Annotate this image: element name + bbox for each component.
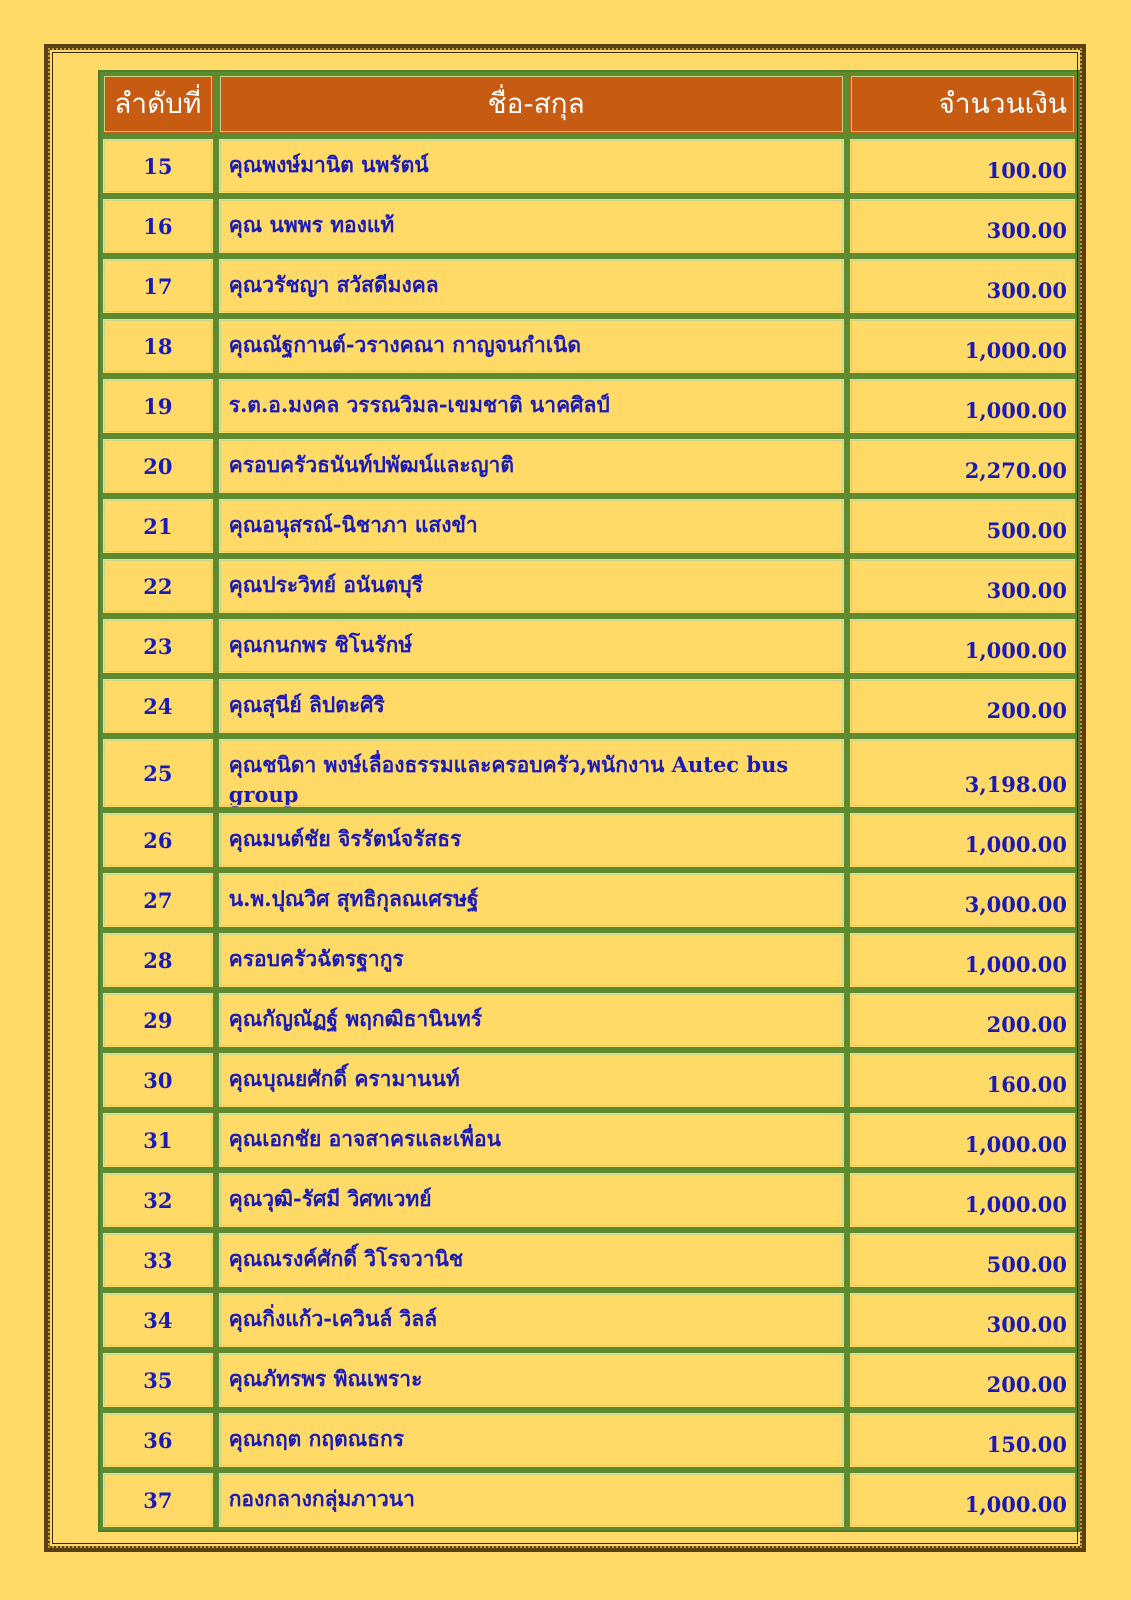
donor-table: [98, 70, 1080, 1532]
row-number: 37: [100, 1470, 216, 1530]
row-amount: 300.00: [847, 256, 1078, 316]
row-amount: 3,000.00: [847, 870, 1078, 930]
row-name: คุณพงษ์มานิต นพรัตน์: [216, 136, 847, 196]
page-frame: [44, 44, 1086, 1552]
row-amount: 1,000.00: [847, 376, 1078, 436]
table-row: [100, 990, 1078, 1050]
row-name: คุณณัฐกานต์-วรางคณา กาญจนกำเนิด: [216, 316, 847, 376]
row-number: 34: [100, 1290, 216, 1350]
table-row: [100, 1230, 1078, 1290]
row-number: 18: [100, 316, 216, 376]
table-row: [100, 1350, 1078, 1410]
table-row: [100, 316, 1078, 376]
row-amount: 500.00: [847, 1230, 1078, 1290]
table-row: [100, 136, 1078, 196]
row-number: 17: [100, 256, 216, 316]
row-name: ครอบครัวธนันท์ปพัฒน์และญาติ: [216, 436, 847, 496]
row-amount: 1,000.00: [847, 1110, 1078, 1170]
row-name: คุณมนต์ชัย จิรรัตน์จรัสธร: [216, 810, 847, 870]
row-name: ครอบครัวฉัตรฐากูร: [216, 930, 847, 990]
table-row: [100, 1290, 1078, 1350]
row-amount: 200.00: [847, 1350, 1078, 1410]
header-no: ลำดับที่: [100, 72, 216, 136]
table-row: [100, 496, 1078, 556]
row-amount: 500.00: [847, 496, 1078, 556]
table-row: [100, 930, 1078, 990]
table-row: [100, 1470, 1078, 1530]
row-amount: 1,000.00: [847, 316, 1078, 376]
row-amount: 200.00: [847, 990, 1078, 1050]
row-name: คุณสุนีย์ ลิปตะศิริ: [216, 676, 847, 736]
row-amount: 1,000.00: [847, 1170, 1078, 1230]
row-name: คุณวุฒิ-รัศมี วิศทเวทย์: [216, 1170, 847, 1230]
row-name: คุณอนุสรณ์-นิชาภา แสงขำ: [216, 496, 847, 556]
table-row: [100, 676, 1078, 736]
row-amount: 1,000.00: [847, 616, 1078, 676]
table-row: [100, 1050, 1078, 1110]
row-amount: 300.00: [847, 196, 1078, 256]
table-row: [100, 436, 1078, 496]
row-name: คุณวรัชญา สวัสดีมงคล: [216, 256, 847, 316]
table-row: [100, 556, 1078, 616]
row-name: น.พ.ปุณวิศ สุทธิกุลณเศรษฐ์: [216, 870, 847, 930]
table-row: [100, 870, 1078, 930]
row-number: 35: [100, 1350, 216, 1410]
row-amount: 2,270.00: [847, 436, 1078, 496]
row-name: คุณกนกพร ชิโนรักษ์: [216, 616, 847, 676]
row-number: 31: [100, 1110, 216, 1170]
row-number: 21: [100, 496, 216, 556]
row-amount: 160.00: [847, 1050, 1078, 1110]
row-name: คุณประวิทย์ อนันตบุรี: [216, 556, 847, 616]
row-amount: 300.00: [847, 556, 1078, 616]
row-number: 26: [100, 810, 216, 870]
row-amount: 200.00: [847, 676, 1078, 736]
row-amount: 300.00: [847, 1290, 1078, 1350]
table-row: [100, 1110, 1078, 1170]
table-row: [100, 376, 1078, 436]
row-name: คุณเอกชัย อาจสาครและเพื่อน: [216, 1110, 847, 1170]
row-number: 20: [100, 436, 216, 496]
row-name: คุณกัญณัฏฐ์ พฤกฒิธานินทร์: [216, 990, 847, 1050]
table-row: [100, 616, 1078, 676]
table-row: [100, 810, 1078, 870]
row-amount: 150.00: [847, 1410, 1078, 1470]
table-row: [100, 196, 1078, 256]
row-number: 19: [100, 376, 216, 436]
row-name: คุณภัทรพร พิณเพราะ: [216, 1350, 847, 1410]
row-number: 25: [100, 736, 216, 810]
header-amount: จำนวนเงิน: [847, 72, 1078, 136]
table-row: [100, 736, 1078, 810]
row-amount: 3,198.00: [847, 736, 1078, 810]
row-amount: 1,000.00: [847, 1470, 1078, 1530]
row-number: 36: [100, 1410, 216, 1470]
row-name: คุณ นพพร ทองแท้: [216, 196, 847, 256]
header-name: ชื่อ-สกุล: [216, 72, 847, 136]
row-name: ร.ต.อ.มงคล วรรณวิมล-เขมชาติ นาคศิลป์: [216, 376, 847, 436]
row-number: 22: [100, 556, 216, 616]
row-name: คุณณรงค์ศักดิ์ วิโรจวานิช: [216, 1230, 847, 1290]
row-name: คุณบุณยศักดิ์ ครามานนท์: [216, 1050, 847, 1110]
table-row: [100, 1410, 1078, 1470]
row-number: 16: [100, 196, 216, 256]
row-number: 30: [100, 1050, 216, 1110]
row-number: 23: [100, 616, 216, 676]
table-row: [100, 1170, 1078, 1230]
row-number: 15: [100, 136, 216, 196]
row-number: 32: [100, 1170, 216, 1230]
row-name: คุณกิ่งแก้ว-เควินล์ วิลล์: [216, 1290, 847, 1350]
table-header-row: [100, 72, 1078, 136]
row-name: คุณกฤต กฤตณธกร: [216, 1410, 847, 1470]
row-amount: 1,000.00: [847, 810, 1078, 870]
row-amount: 100.00: [847, 136, 1078, 196]
table-row: [100, 256, 1078, 316]
row-number: 28: [100, 930, 216, 990]
row-amount: 1,000.00: [847, 930, 1078, 990]
row-number: 27: [100, 870, 216, 930]
row-number: 24: [100, 676, 216, 736]
row-number: 33: [100, 1230, 216, 1290]
row-number: 29: [100, 990, 216, 1050]
row-name: คุณชนิดา พงษ์เลื่องธรรมและครอบครัว,พนักงาน Autec bus group: [216, 736, 847, 810]
row-name: กองกลางกลุ่มภาวนา: [216, 1470, 847, 1530]
